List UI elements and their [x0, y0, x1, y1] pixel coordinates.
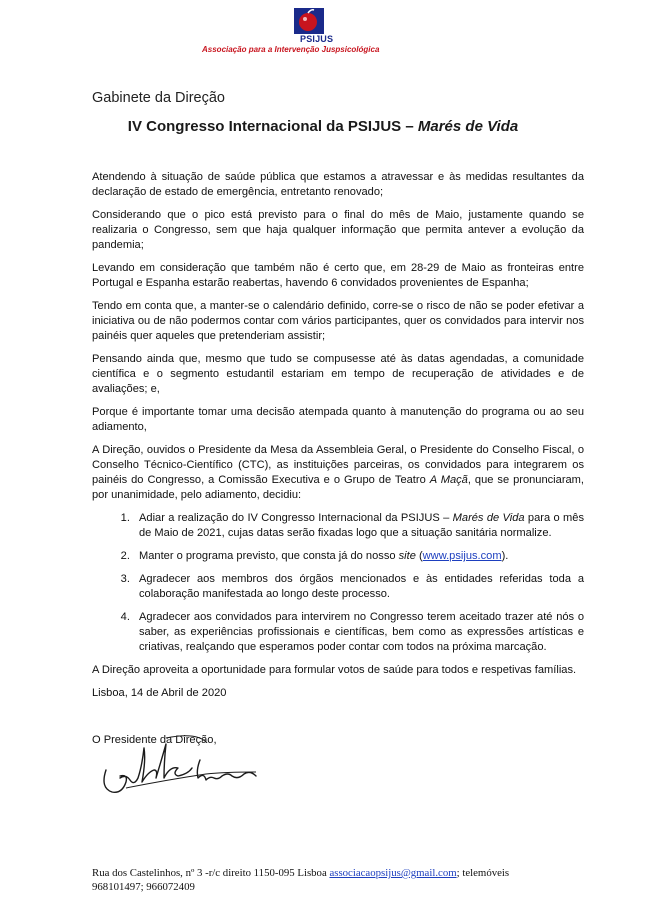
paragraph: Pensando ainda que, mesmo que tudo se compusesse até às datas agendadas, a comunidade científica e o segmento estudantil estariam em tempo de recuperação de atividades e de avaliações; e, — [92, 353, 584, 395]
site-word: site — [398, 550, 416, 562]
item-text-end: ). — [501, 550, 509, 562]
website-link[interactable]: www.psijus.com — [422, 550, 502, 562]
signoff-line: O Presidente da Direção, — [92, 734, 217, 746]
decision-text: A Direção, ouvidos o Presidente da Mesa da Assembleia Geral, o Presidente do Conselho Fiscal, o Conselho Técnico-Científico (CTC), as instituições parceiras, os convidados para integrarem os painéis do Congresso, a Comissão Executiva e o Grupo de Teatro — [92, 444, 584, 486]
date-line: Lisboa, 14 de Abril de 2020 — [92, 687, 227, 699]
paragraph: Atendendo à situação de saúde pública que estamos a atravessar e às medidas resultantes da declaração de estado de emergência, entretanto renovado; — [92, 171, 584, 198]
closing-paragraph: A Direção aproveita a oportunidade para formular votos de saúde para todos e respetivas famílias. — [92, 664, 577, 676]
footer-contact — [92, 866, 572, 894]
paragraph: Levando em consideração que também não é certo que, em 28-29 de Maio as fronteiras entre Portugal e Espanha estarão reabertas, havendo 6 convidados provenientes de Espanha; — [92, 262, 584, 289]
congress-name: Marés de Vida — [452, 512, 525, 524]
footer-phones-label: ; telemóveis — [456, 867, 510, 879]
footer-address: Rua dos Castelinhos, nº 3 -r/c direito 1150-095 Lisboa — [92, 867, 330, 879]
item-text: Manter o programa previsto, que consta já do nosso — [139, 550, 399, 562]
org-tagline: Associação para a Intervenção Juspsicológica — [202, 45, 380, 54]
office-title: Gabinete da Direção — [92, 90, 225, 106]
paragraph: Porque é importante tomar uma decisão atempada quanto à manutenção do programa ou ao seu adiamento, — [92, 406, 584, 433]
list-item — [133, 511, 584, 541]
list-item: 3. Agradecer aos membros dos órgãos mencionados e às entidades referidas toda a colaboração manifestada ao longo deste processo. — [133, 572, 584, 602]
list-item — [133, 549, 584, 564]
letter-body — [92, 170, 584, 756]
document-headline — [0, 118, 646, 135]
decision-text-end: , que se pronunciaram, por unanimidade, pelo adiamento, decidiu: — [92, 474, 585, 501]
item-text-paren: ( — [415, 550, 423, 562]
footer-email-link[interactable]: associacaopsijus@gmail.com — [329, 867, 457, 879]
item-text-end: para o mês de Maio de 2021, cujas datas serão fixadas logo que a situação sanitária normalize. — [139, 512, 584, 539]
paragraph: Considerando que o pico está previsto para o final do mês de Maio, justamente quando se realizaria o Congresso, sem que haja qualquer informação que permita antever a evolução da pandemia; — [92, 209, 584, 251]
handwritten-signature-icon — [96, 730, 276, 800]
footer-phones: 968101497; 966072409 — [92, 881, 195, 893]
headline-main: IV Congresso Internacional da PSIJUS – — [127, 118, 418, 135]
org-name: PSIJUS — [300, 34, 334, 44]
item-text: Adiar a realização do IV Congresso Internacional da PSIJUS – — [139, 512, 453, 524]
headline-italic: Marés de Vida — [417, 118, 519, 135]
paragraph: Tendo em conta que, a manter-se o calendário definido, corre-se o risco de não se poder efetivar a iniciativa ou de não podermos contar com vários participantes, quer os convidados para intervir nos painéis quer aqueles que pretenderiam assistir; — [92, 300, 584, 342]
decision-paragraph — [92, 443, 584, 503]
decision-list — [92, 511, 584, 655]
theatre-group-name: A Maçã — [429, 474, 468, 486]
list-item: 4. Agradecer aos convidados para intervirem no Congresso terem aceitado trazer até nós o saber, as experiências profissionais e científicas, bem como as expressões artísticas e criativas, realçando que esperamos poder contar com todos na próxima marcação. — [133, 610, 584, 655]
